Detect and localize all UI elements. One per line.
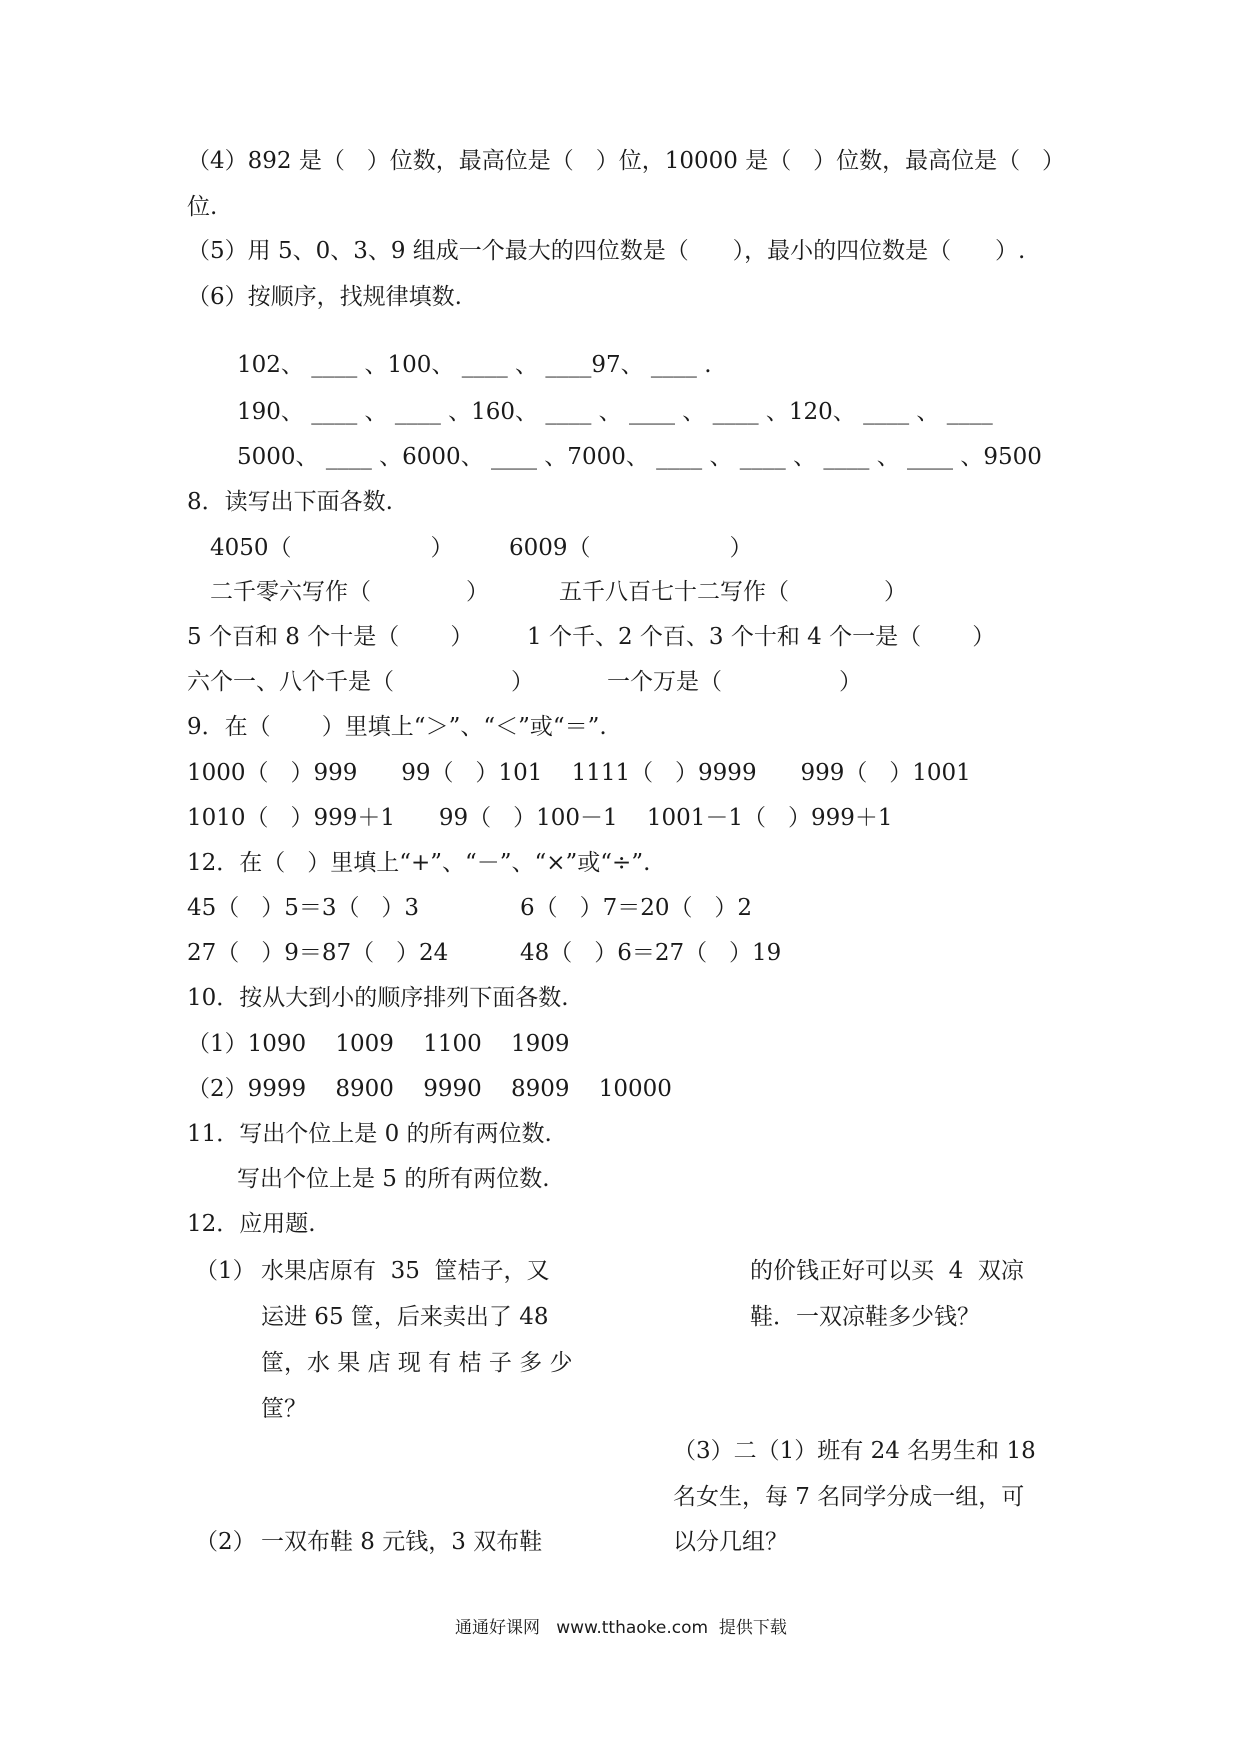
q8-row1-left: 4050（ ） bbox=[210, 535, 454, 561]
problem2-line1: 一双布鞋 8 元钱，3 双布鞋 bbox=[261, 1529, 543, 1555]
q10-row1: （1）1090 1009 1100 1909 bbox=[187, 1031, 570, 1057]
problem1-number: （1） bbox=[195, 1258, 256, 1284]
problem2-continuation-line1: 的价钱正好可以买 4 双凉 bbox=[750, 1258, 1024, 1284]
q7-sequence-2: 190、 ____ 、 ____ 、160、 ____ 、 ____ 、 ____ 、120、 ____ 、 ____ bbox=[237, 399, 993, 425]
problem1-line1: 水果店原有 35 筐桔子，又 bbox=[261, 1258, 550, 1284]
q7-sequence-3: 5000、 ____ 、6000、 ____ 、7000、 ____ 、 ____ 、 ____ 、 ____ 、9500 bbox=[237, 444, 1042, 470]
q8-row2-left: 二千零六写作（ ） bbox=[210, 579, 490, 605]
problem2-continuation-line2: 鞋．一双凉鞋多少钱？ bbox=[750, 1304, 980, 1330]
problem3-line1: （3）二（1）班有 24 名男生和 18 bbox=[673, 1438, 1036, 1464]
problem3-line3: 以分几组？ bbox=[673, 1529, 788, 1555]
q9-row2: 1010（ ）999＋1 99（ ）100－1 1001－1（ ）999＋1 bbox=[187, 805, 893, 831]
q12a-title: 12．在（ ）里填上“+”、“－”、“×”或“÷”. bbox=[187, 850, 651, 876]
q9-row1: 1000（ ）999 99（ ）101 1111（ ）9999 999（ ）1001 bbox=[187, 760, 971, 786]
q7-line4b: 位. bbox=[187, 194, 218, 220]
problem1-line4: 筐？ bbox=[261, 1396, 307, 1422]
q12a-row1-right: 6（ ）7＝20（ ）2 bbox=[520, 895, 753, 921]
q12a-row2-right: 48（ ）6＝27（ ）19 bbox=[520, 940, 782, 966]
q7-line6: （6）按顺序，找规律填数. bbox=[187, 284, 462, 310]
q9-title: 9．在（ ）里填上“＞”、“＜”或“＝”. bbox=[187, 714, 607, 740]
q8-title: 8．读写出下面各数. bbox=[187, 489, 393, 515]
q7-sequence-1: 102、 ____ 、100、 ____ 、 ____97、 ____ . bbox=[237, 352, 712, 378]
q8-row4-right: 一个万是（ ） bbox=[607, 669, 862, 695]
q7-line5: （5）用 5、0、3、9 组成一个最大的四位数是（ ），最小的四位数是（ ）. bbox=[187, 238, 1026, 264]
q8-row3-left: 5 个百和 8 个十是（ ） bbox=[187, 624, 474, 650]
q11-line2: 写出个位上是 5 的所有两位数. bbox=[237, 1166, 550, 1192]
page-footer: 通通好课网 www.tthaoke.com 提供下载 bbox=[455, 1618, 787, 1638]
q8-row2-right: 五千八百七十二写作（ ） bbox=[559, 579, 908, 605]
q11-line1: 11．写出个位上是 0 的所有两位数. bbox=[187, 1121, 552, 1147]
q12a-row1-left: 45（ ）5＝3（ ）3 bbox=[187, 895, 420, 921]
q7-line4a: （4）892 是（ ）位数，最高位是（ ）位，10000 是（ ）位数，最高位是（ ） bbox=[187, 148, 1066, 174]
problem1-line3: 筐，水 果 店 现 有 桔 子 多 少 bbox=[261, 1350, 573, 1376]
q10-row2: （2）9999 8900 9990 8909 10000 bbox=[187, 1076, 672, 1102]
q12b-title: 12．应用题. bbox=[187, 1211, 316, 1237]
problem2-number: （2） bbox=[195, 1529, 256, 1555]
q8-row3-right: 1 个千、2 个百、3 个十和 4 个一是（ ） bbox=[527, 624, 996, 650]
problem1-line2: 运进 65 筐，后来卖出了 48 bbox=[261, 1304, 549, 1330]
problem3-line2: 名女生，每 7 名同学分成一组，可 bbox=[673, 1484, 1025, 1510]
q10-title: 10．按从大到小的顺序排列下面各数. bbox=[187, 985, 569, 1011]
q8-row4-left: 六个一、八个千是（ ） bbox=[187, 669, 534, 695]
q12a-row2-left: 27（ ）9＝87（ ）24 bbox=[187, 940, 449, 966]
q8-row1-right: 6009（ ） bbox=[509, 535, 753, 561]
